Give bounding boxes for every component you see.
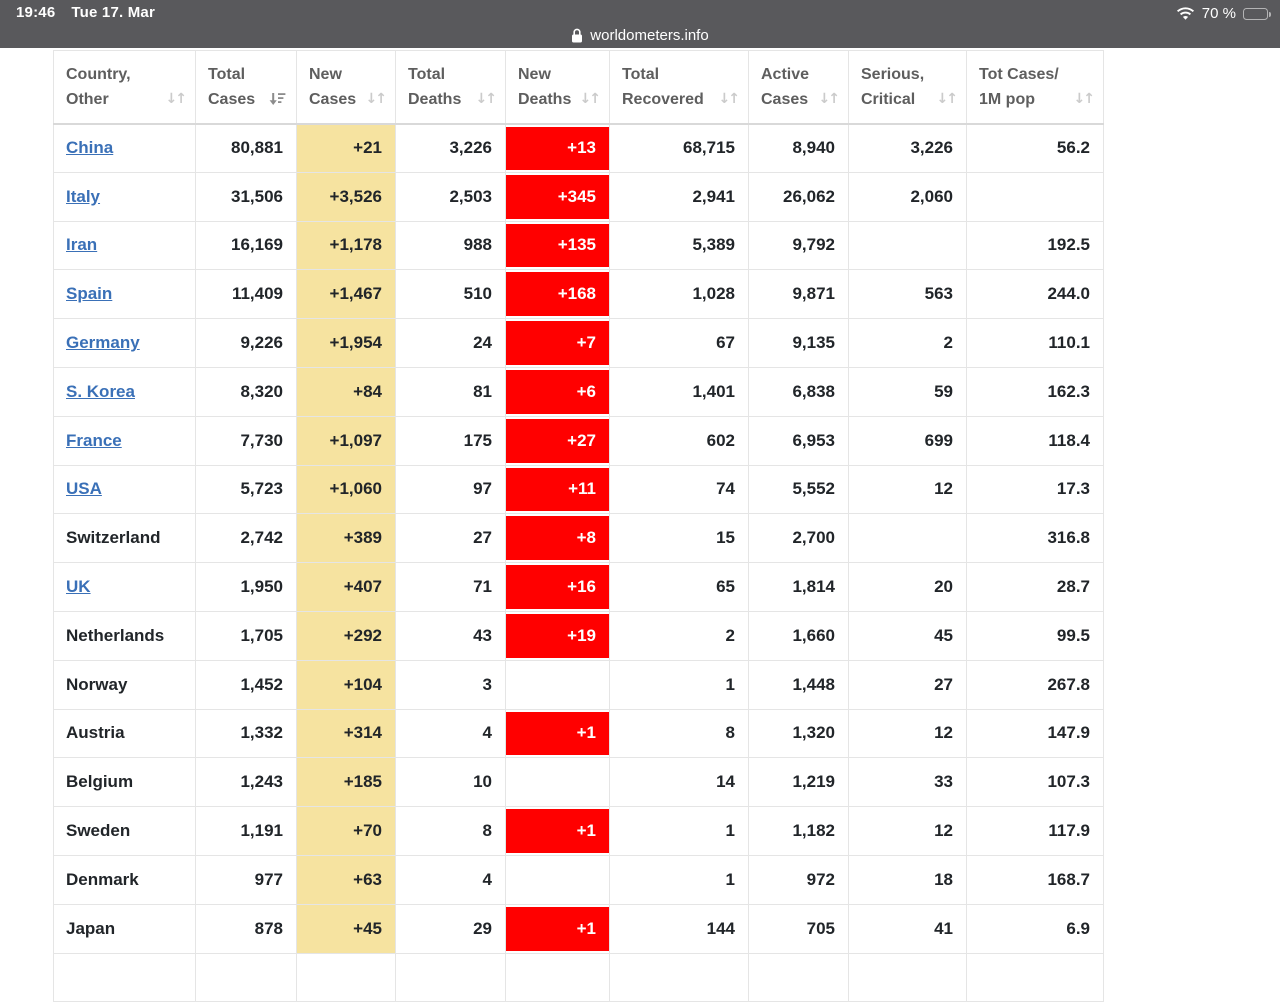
serious-critical-cell: 41	[849, 904, 967, 953]
column-header-line1: Total	[408, 65, 446, 83]
total-cases-cell: 977	[196, 855, 297, 904]
total-cases-cell: 1,452	[196, 660, 297, 709]
active-cases-cell: 2,700	[749, 514, 849, 563]
serious-critical-cell: 27	[849, 660, 967, 709]
battery-icon	[1243, 8, 1268, 20]
total-deaths-cell: 988	[396, 221, 506, 270]
lock-icon	[571, 28, 583, 43]
total-cases-cell: 7,730	[196, 416, 297, 465]
column-header-line2: Cases	[761, 90, 809, 108]
table-row-partial	[54, 953, 1104, 1002]
active-cases-cell: 6,838	[749, 367, 849, 416]
new-cases-cell: +63	[297, 855, 396, 904]
table-row-sweden	[54, 807, 1104, 856]
total-cases-cell: 1,191	[196, 807, 297, 856]
column-header-line2: Recovered	[622, 90, 704, 108]
country-cell	[54, 367, 196, 416]
serious-critical-cell: 563	[849, 270, 967, 319]
new-deaths-cell: +1	[506, 709, 610, 758]
country-cell	[54, 416, 196, 465]
tot-cases-1m-cell: 6.9	[967, 904, 1104, 953]
total-deaths-cell: 8	[396, 807, 506, 856]
active-cases-cell: 1,448	[749, 660, 849, 709]
country-link[interactable]: UK	[66, 577, 91, 597]
serious-critical-cell: 699	[849, 416, 967, 465]
table-row-denmark	[54, 855, 1104, 904]
table-row-netherlands	[54, 611, 1104, 660]
table-row-japan	[54, 904, 1104, 953]
total-recovered-cell: 67	[610, 319, 749, 368]
new-deaths-cell	[506, 660, 610, 709]
total-recovered-cell: 144	[610, 904, 749, 953]
new-deaths-cell: +16	[506, 563, 610, 612]
table-row-switzerland	[54, 514, 1104, 563]
new-deaths-cell	[506, 758, 610, 807]
total-recovered-cell: 1	[610, 660, 749, 709]
new-deaths-cell: +13	[506, 124, 610, 173]
country-link[interactable]: Germany	[66, 333, 140, 353]
tot-cases-1m-cell: 162.3	[967, 367, 1104, 416]
serious-critical-cell	[849, 514, 967, 563]
new-cases-cell: +3,526	[297, 172, 396, 221]
new-deaths-cell: +27	[506, 416, 610, 465]
new-deaths-cell: +345	[506, 172, 610, 221]
column-header-serious-critical[interactable]	[849, 51, 967, 124]
active-cases-cell: 705	[749, 904, 849, 953]
sort-up-down-icon: ↓↑	[936, 90, 956, 107]
serious-critical-cell: 20	[849, 563, 967, 612]
tot-cases-1m-cell: 168.7	[967, 855, 1104, 904]
active-cases-cell: 9,871	[749, 270, 849, 319]
tot-cases-1m-cell: 192.5	[967, 221, 1104, 270]
column-header-line1: Serious,	[861, 65, 925, 83]
table-row-norway	[54, 660, 1104, 709]
total-cases-cell: 5,723	[196, 465, 297, 514]
active-cases-cell: 8,940	[749, 124, 849, 173]
table-row-spain	[54, 270, 1104, 319]
new-cases-cell: +407	[297, 563, 396, 612]
active-cases-cell: 9,792	[749, 221, 849, 270]
total-deaths-cell: 29	[396, 904, 506, 953]
country-cell	[54, 758, 196, 807]
total-deaths-cell: 510	[396, 270, 506, 319]
wifi-icon	[1176, 7, 1195, 21]
serious-critical-cell	[849, 953, 967, 1002]
total-cases-cell: 16,169	[196, 221, 297, 270]
total-recovered-cell: 1	[610, 807, 749, 856]
sort-up-down-icon: ↓↑	[718, 90, 738, 107]
total-cases-cell: 1,950	[196, 563, 297, 612]
active-cases-cell: 6,953	[749, 416, 849, 465]
new-cases-cell: +1,178	[297, 221, 396, 270]
new-cases-cell: +292	[297, 611, 396, 660]
tot-cases-1m-cell: 99.5	[967, 611, 1104, 660]
column-header-line1: New	[309, 65, 342, 83]
column-header-country-other[interactable]	[54, 51, 196, 124]
total-cases-cell: 31,506	[196, 172, 297, 221]
column-header-tot-cases-1m-pop[interactable]	[967, 51, 1104, 124]
new-cases-cell: +314	[297, 709, 396, 758]
active-cases-cell	[749, 953, 849, 1002]
column-header-line1: Active	[761, 65, 810, 83]
active-cases-cell: 1,814	[749, 563, 849, 612]
new-deaths-cell: +7	[506, 319, 610, 368]
serious-critical-cell	[849, 221, 967, 270]
column-header-line2: Cases	[309, 90, 357, 108]
serious-critical-cell: 3,226	[849, 124, 967, 173]
serious-critical-cell: 2,060	[849, 172, 967, 221]
table-row-belgium	[54, 758, 1104, 807]
column-header-line1: Total	[622, 65, 660, 83]
tot-cases-1m-cell: 267.8	[967, 660, 1104, 709]
table-row-uk	[54, 563, 1104, 612]
table-row-s-korea	[54, 367, 1104, 416]
total-recovered-cell: 5,389	[610, 221, 749, 270]
url-bar[interactable]	[0, 24, 1280, 46]
total-recovered-cell: 2,941	[610, 172, 749, 221]
column-header-line2: 1M pop	[979, 90, 1035, 108]
table-row-china	[54, 124, 1104, 173]
url-text: worldometers.info	[590, 26, 709, 44]
tot-cases-1m-cell: 244.0	[967, 270, 1104, 319]
serious-critical-cell: 12	[849, 807, 967, 856]
total-recovered-cell: 2	[610, 611, 749, 660]
new-cases-cell: +1,467	[297, 270, 396, 319]
new-cases-cell: +70	[297, 807, 396, 856]
total-cases-cell: 80,881	[196, 124, 297, 173]
country-cell	[54, 465, 196, 514]
sort-up-down-icon: ↓↑	[818, 90, 838, 107]
country-label: Sweden	[66, 821, 131, 841]
serious-critical-cell: 33	[849, 758, 967, 807]
total-recovered-cell: 1,028	[610, 270, 749, 319]
total-deaths-cell: 3,226	[396, 124, 506, 173]
total-recovered-cell: 74	[610, 465, 749, 514]
new-cases-cell: +1,097	[297, 416, 396, 465]
country-label: Switzerland	[66, 528, 161, 548]
new-cases-cell	[297, 953, 396, 1002]
total-deaths-cell: 4	[396, 709, 506, 758]
country-label: Japan	[66, 918, 116, 938]
total-deaths-cell: 97	[396, 465, 506, 514]
total-cases-cell: 2,742	[196, 514, 297, 563]
country-cell	[54, 611, 196, 660]
total-recovered-cell	[610, 953, 749, 1002]
column-header-line2: Deaths	[408, 90, 462, 108]
tot-cases-1m-cell	[967, 172, 1104, 221]
column-header-line2: Cases	[208, 90, 256, 108]
country-link[interactable]: Italy	[66, 186, 101, 206]
new-deaths-cell: +1	[506, 807, 610, 856]
country-cell	[54, 563, 196, 612]
active-cases-cell: 1,219	[749, 758, 849, 807]
column-header-new-cases[interactable]	[297, 51, 396, 124]
active-cases-cell: 26,062	[749, 172, 849, 221]
total-recovered-cell: 1,401	[610, 367, 749, 416]
new-cases-cell: +84	[297, 367, 396, 416]
new-cases-cell: +1,954	[297, 319, 396, 368]
serious-critical-cell: 45	[849, 611, 967, 660]
serious-critical-cell: 12	[849, 465, 967, 514]
total-deaths-cell: 3	[396, 660, 506, 709]
coronavirus-table-page	[53, 50, 1104, 1002]
serious-critical-cell: 12	[849, 709, 967, 758]
total-cases-cell: 1,332	[196, 709, 297, 758]
country-label: Norway	[66, 674, 128, 694]
new-cases-cell: +45	[297, 904, 396, 953]
country-label: Denmark	[66, 869, 139, 889]
total-deaths-cell: 71	[396, 563, 506, 612]
country-label: Netherlands	[66, 625, 165, 645]
total-deaths-cell: 27	[396, 514, 506, 563]
new-cases-cell: +21	[297, 124, 396, 173]
table-row-usa	[54, 465, 1104, 514]
new-cases-cell: +104	[297, 660, 396, 709]
column-header-total-cases[interactable]	[196, 51, 297, 124]
new-deaths-cell: +6	[506, 367, 610, 416]
total-deaths-cell: 81	[396, 367, 506, 416]
countries-table	[53, 50, 1104, 1002]
country-label: Belgium	[66, 772, 134, 792]
tot-cases-1m-cell	[967, 953, 1104, 1002]
total-deaths-cell: 2,503	[396, 172, 506, 221]
country-cell	[54, 172, 196, 221]
sort-up-down-icon: ↓↑	[165, 90, 185, 107]
column-header-total-deaths[interactable]	[396, 51, 506, 124]
column-header-active-cases[interactable]	[749, 51, 849, 124]
new-cases-cell: +389	[297, 514, 396, 563]
country-cell	[54, 514, 196, 563]
tot-cases-1m-cell: 316.8	[967, 514, 1104, 563]
total-recovered-cell: 65	[610, 563, 749, 612]
new-deaths-cell: +168	[506, 270, 610, 319]
total-recovered-cell: 68,715	[610, 124, 749, 173]
column-header-line1: New	[518, 65, 551, 83]
total-deaths-cell: 24	[396, 319, 506, 368]
total-recovered-cell: 1	[610, 855, 749, 904]
table-header-row	[54, 51, 1104, 124]
total-deaths-cell	[396, 953, 506, 1002]
total-recovered-cell: 602	[610, 416, 749, 465]
serious-critical-cell: 59	[849, 367, 967, 416]
active-cases-cell: 5,552	[749, 465, 849, 514]
sort-up-down-icon: ↓↑	[579, 90, 599, 107]
country-link[interactable]: S. Korea	[66, 381, 135, 401]
total-cases-cell: 9,226	[196, 319, 297, 368]
tot-cases-1m-cell: 56.2	[967, 124, 1104, 173]
serious-critical-cell: 18	[849, 855, 967, 904]
clock-time: 19:46	[16, 4, 56, 21]
new-deaths-cell: +135	[506, 221, 610, 270]
active-cases-cell: 1,182	[749, 807, 849, 856]
country-cell	[54, 807, 196, 856]
sort-up-down-icon: ↓↑	[1073, 90, 1093, 107]
country-cell	[54, 709, 196, 758]
country-link[interactable]: China	[66, 138, 114, 158]
country-label: Austria	[66, 723, 125, 743]
new-cases-cell: +1,060	[297, 465, 396, 514]
total-deaths-cell: 43	[396, 611, 506, 660]
total-deaths-cell: 175	[396, 416, 506, 465]
table-row-austria	[54, 709, 1104, 758]
total-recovered-cell: 15	[610, 514, 749, 563]
column-header-line2: Other	[66, 90, 109, 108]
active-cases-cell: 9,135	[749, 319, 849, 368]
sort-up-down-icon: ↓↑	[475, 90, 495, 107]
total-recovered-cell: 14	[610, 758, 749, 807]
tot-cases-1m-cell: 118.4	[967, 416, 1104, 465]
tot-cases-1m-cell: 117.9	[967, 807, 1104, 856]
total-cases-cell: 1,243	[196, 758, 297, 807]
status-bar	[0, 0, 1280, 48]
total-cases-cell	[196, 953, 297, 1002]
new-deaths-cell: +11	[506, 465, 610, 514]
active-cases-cell: 972	[749, 855, 849, 904]
total-cases-cell: 11,409	[196, 270, 297, 319]
country-cell	[54, 270, 196, 319]
tot-cases-1m-cell: 110.1	[967, 319, 1104, 368]
column-header-line1: Total	[208, 65, 246, 83]
new-cases-cell: +185	[297, 758, 396, 807]
serious-critical-cell: 2	[849, 319, 967, 368]
country-cell	[54, 953, 196, 1002]
column-header-new-deaths[interactable]	[506, 51, 610, 124]
tot-cases-1m-cell: 28.7	[967, 563, 1104, 612]
active-cases-cell: 1,320	[749, 709, 849, 758]
active-cases-cell: 1,660	[749, 611, 849, 660]
new-deaths-cell	[506, 953, 610, 1002]
column-header-line1: Country,	[66, 65, 131, 83]
total-deaths-cell: 4	[396, 855, 506, 904]
tot-cases-1m-cell: 107.3	[967, 758, 1104, 807]
new-deaths-cell	[506, 855, 610, 904]
table-row-germany	[54, 319, 1104, 368]
new-deaths-cell: +1	[506, 904, 610, 953]
column-header-line2: Deaths	[518, 90, 572, 108]
column-header-line2: Critical	[861, 90, 916, 108]
new-deaths-cell: +8	[506, 514, 610, 563]
total-cases-cell: 878	[196, 904, 297, 953]
tot-cases-1m-cell: 147.9	[967, 709, 1104, 758]
country-cell	[54, 124, 196, 173]
total-deaths-cell: 10	[396, 758, 506, 807]
country-cell	[54, 660, 196, 709]
new-deaths-cell: +19	[506, 611, 610, 660]
column-header-total-recovered[interactable]	[610, 51, 749, 124]
status-date: Tue 17. Mar	[71, 4, 155, 21]
country-link[interactable]: USA	[66, 479, 102, 499]
country-link[interactable]: Iran	[66, 235, 98, 255]
battery-percent-label: 70 %	[1201, 5, 1236, 22]
country-cell	[54, 221, 196, 270]
column-header-line1: Tot Cases/	[979, 65, 1059, 83]
country-cell	[54, 904, 196, 953]
table-row-france	[54, 416, 1104, 465]
country-cell	[54, 855, 196, 904]
country-link[interactable]: France	[66, 430, 122, 450]
sort-up-down-icon: ↓↑	[365, 90, 385, 107]
sort-descending-icon	[269, 92, 286, 106]
table-row-iran	[54, 221, 1104, 270]
total-cases-cell: 8,320	[196, 367, 297, 416]
table-row-italy	[54, 172, 1104, 221]
total-recovered-cell: 8	[610, 709, 749, 758]
country-cell	[54, 319, 196, 368]
total-cases-cell: 1,705	[196, 611, 297, 660]
country-link[interactable]: Spain	[66, 284, 113, 304]
tot-cases-1m-cell: 17.3	[967, 465, 1104, 514]
